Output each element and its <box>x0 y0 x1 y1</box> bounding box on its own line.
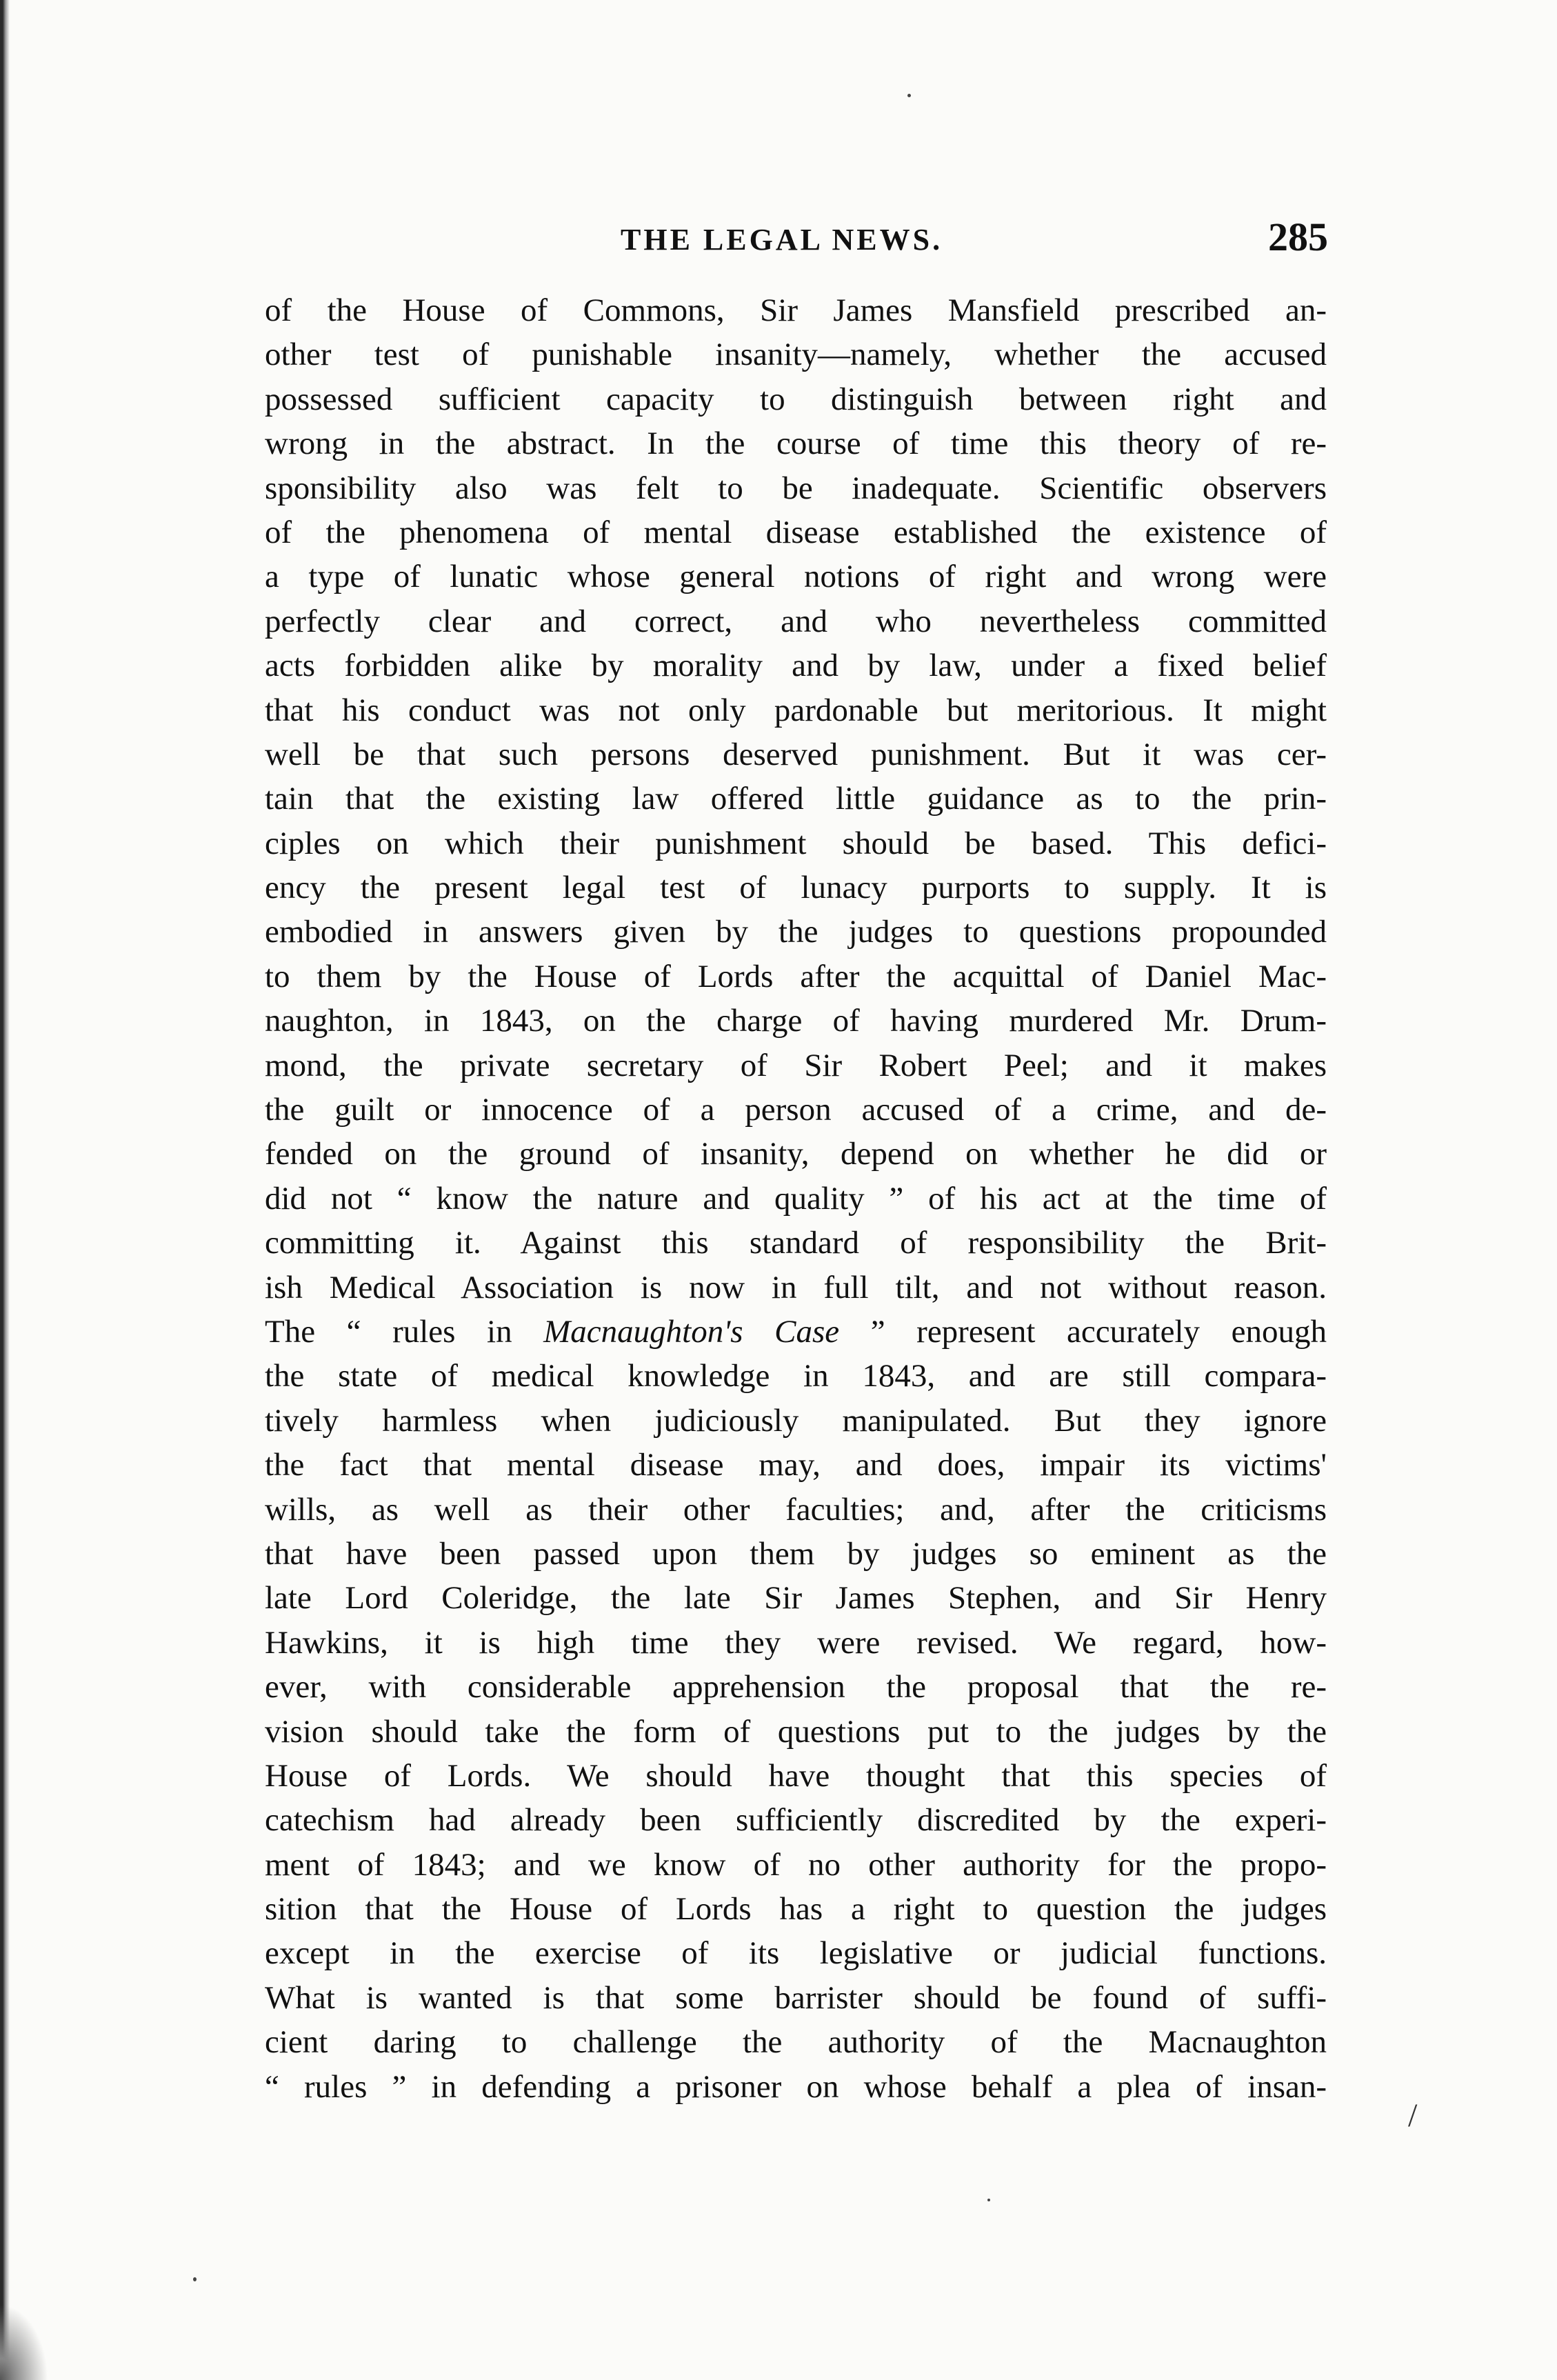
article-body <box>265 288 1327 2109</box>
ink-speck <box>193 2277 197 2281</box>
text-line: fended on the ground of insanity, depend on whether he did or <box>265 1136 1327 1172</box>
text-line: ish Medical Association is now in full tilt, and not without reason. <box>265 1269 1327 1306</box>
text-line: perfectly clear and correct, and who nevertheless committed <box>265 603 1327 639</box>
text-line: sponsibility also was felt to be inadequate. Scientific observers <box>265 470 1327 506</box>
journal-title: THE LEGAL NEWS. <box>621 223 943 257</box>
text-line: well be that such persons deserved punishment. But it was cer- <box>265 736 1327 772</box>
text-line: to them by the House of Lords after the acquittal of Daniel Mac- <box>265 958 1327 994</box>
text-line: tively harmless when judiciously manipulated. But they ignore <box>265 1402 1327 1439</box>
text-line: other test of punishable insanity—namely, whether the accused <box>265 337 1327 373</box>
text-line: mond, the private secretary of Sir Robert Peel; and it makes <box>265 1047 1327 1083</box>
text-line: the state of medical knowledge in 1843, and are still compara- <box>265 1358 1327 1394</box>
text-line-fragment: ” represent accurately enough <box>839 1313 1327 1350</box>
ink-speck <box>987 2199 990 2201</box>
text-line: late Lord Coleridge, the late Sir James Stephen, and Sir Henry <box>265 1580 1327 1617</box>
text-line: ment of 1843; and we know of no other authority for the propo- <box>265 1846 1327 1883</box>
text-line: did not “ know the nature and quality ” of his act at the time of <box>265 1180 1327 1217</box>
text-line: cient daring to challenge the authority of the Macnaughton <box>265 2024 1327 2061</box>
text-line: ciples on which their punishment should be based. This defici- <box>265 825 1327 861</box>
text-line: catechism had already been sufficiently discredited by the experi- <box>265 1802 1327 1839</box>
text-line: a type of lunatic whose general notions of right and wrong were <box>265 559 1327 595</box>
text-line <box>265 1310 1327 1354</box>
text-block-lower <box>265 1354 1327 2109</box>
text-line: sition that the House of Lords has a right to question the judges <box>265 1891 1327 1928</box>
running-head <box>262 214 1338 261</box>
text-block-upper <box>265 288 1327 1310</box>
text-line: House of Lords. We should have thought that this species of <box>265 1757 1327 1794</box>
text-line: except in the exercise of its legislative or judicial functions. <box>265 1935 1327 1972</box>
text-line: wrong in the abstract. In the course of time this theory of re- <box>265 426 1327 462</box>
text-line-fragment: The “ rules in <box>265 1313 544 1350</box>
text-line: wills, as well as their other faculties; and, after the criticisms <box>265 1491 1327 1528</box>
text-line: ency the present legal test of lunacy purports to supply. It is <box>265 870 1327 906</box>
text-line: What is wanted is that some barrister should be found of suffi- <box>265 1979 1327 2016</box>
text-line: the guilt or innocence of a person accused of a crime, and de- <box>265 1092 1327 1128</box>
text-line: naughton, in 1843, on the charge of having murdered Mr. Drum- <box>265 1003 1327 1039</box>
ink-speck <box>907 94 911 97</box>
text-line: of the phenomena of mental disease established the existence of <box>265 514 1327 550</box>
text-line: Hawkins, it is high time they were revised. We regard, how- <box>265 1624 1327 1661</box>
text-line: “ rules ” in defending a prisoner on whose behalf a plea of insan- <box>265 2068 1327 2105</box>
margin-slash-mark: / <box>1408 2097 1418 2134</box>
text-line: possessed sufficient capacity to distinguish between right and <box>265 381 1327 417</box>
text-line: embodied in answers given by the judges to questions propounded <box>265 914 1327 950</box>
text-line: acts forbidden alike by morality and by law, under a fixed belief <box>265 648 1327 684</box>
text-line: that his conduct was not only pardonable but meritorious. It might <box>265 692 1327 728</box>
text-line: committing it. Against this standard of responsibility the Brit- <box>265 1225 1327 1261</box>
text-line: vision should take the form of questions put to the judges by the <box>265 1713 1327 1750</box>
case-name-italic: Macnaughton's Case <box>543 1313 840 1350</box>
text-line: ever, with considerable apprehension the proposal that the re- <box>265 1669 1327 1706</box>
text-line: the fact that mental disease may, and does, impair its victims' <box>265 1447 1327 1483</box>
text-line: that have been passed upon them by judges so eminent as the <box>265 1535 1327 1572</box>
corner-smudge <box>0 2304 48 2380</box>
page-number: 285 <box>1268 214 1328 259</box>
binding-edge <box>0 0 10 2380</box>
text-line: of the House of Commons, Sir James Mansfield prescribed an- <box>265 292 1327 328</box>
text-line: tain that the existing law offered little guidance as to the prin- <box>265 781 1327 817</box>
